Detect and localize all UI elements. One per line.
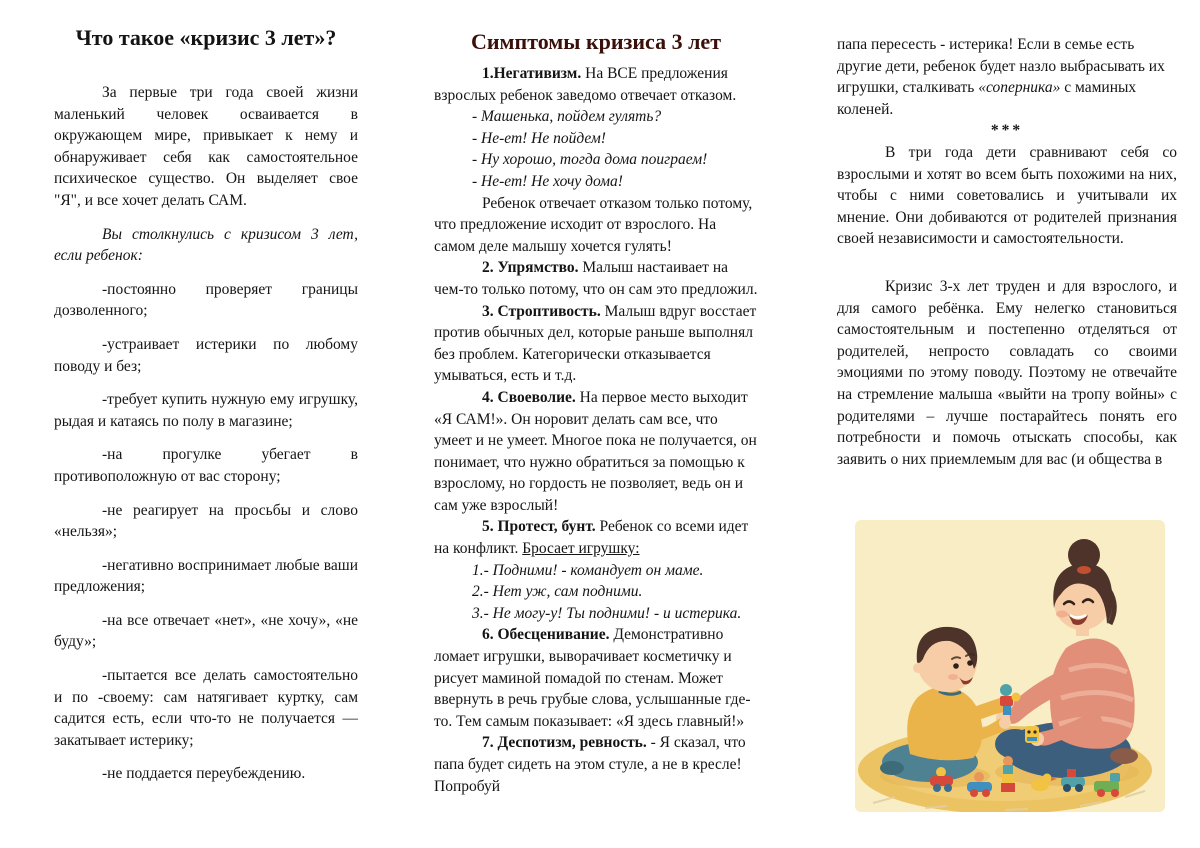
symptom-protest	[434, 516, 758, 559]
column-continuation	[837, 34, 1177, 470]
symptom-text: На ВСЕ предложения взрослых ребенок заведомо отвечает отказом.	[434, 65, 737, 104]
dialogue-line: - Ну хорошо, тогда дома поиграем!	[472, 151, 708, 169]
symptom-text: Малыш настаивает на чем-то только потому, что он сам это предложил.	[434, 259, 758, 298]
symptom-text: Ребенок со всеми идет на конфликт.	[434, 518, 749, 558]
symptom-note: Ребенок отвечает отказом только потому, что предложение исходит от взрослого. На самом деле малышу хочется гулять!	[434, 194, 753, 255]
illustration-canvas	[855, 520, 1165, 812]
symptom-obstinacy	[434, 301, 758, 387]
child-eye	[967, 660, 973, 666]
lead-in-italic: Вы столкнулись с кризисом 3 лет, если ребенок:	[54, 225, 358, 265]
symptom-text: На первое место выходит «Я САМ!». Он норовит делать сам все, что умеет и не умеет. Многое пока не получается, он понимает, что нужно обратиться за помощью к взрослому, но гордость не позволяет, ведь он и сам уже взрослый!	[434, 388, 757, 514]
symptom-title: 2. Упрямство.	[482, 259, 579, 277]
continuation-paragraph	[837, 34, 1177, 120]
symptom-title: 6. Обесценивание.	[482, 626, 610, 644]
bullet-item: -не поддается переубеждению.	[102, 765, 306, 783]
dialogue-line: 2.- Нет уж, сам подними.	[472, 583, 643, 601]
symptom-despotism	[434, 732, 758, 797]
child-hand-lower	[999, 717, 1011, 729]
symptom-title: 1.Негативизм.	[482, 65, 582, 82]
continuation-text: папа пересесть - истерика! Если в семье есть другие дети, ребенок будет назло выбрасывать их игрушки, сталкивать	[837, 36, 1165, 97]
child-blush	[948, 674, 958, 680]
intro-paragraph: За первые три года своей жизни маленький человек осваивается в окружающем мире, привыкает к нему и обнаруживает себя как самостоятельное психическое существо. Он выделяет свое "Я", и все хочет делать САМ.	[54, 84, 358, 209]
bullet-item: -на все отвечает «нет», «не хочу», «не буду»;	[54, 611, 358, 651]
symptom-title: 4. Своеволие.	[482, 388, 576, 406]
dialogue-line: - Не-ет! Не хочу дома!	[472, 172, 623, 190]
continuation-text-end: с маминых коленей.	[837, 79, 1137, 118]
toy-robot	[1025, 726, 1039, 743]
rival-italic: «соперника»	[978, 79, 1061, 97]
column1-heading: Что такое «кризис 3 лет»?	[75, 25, 337, 50]
dialogue-line: 1.- Подними! - командует он маме.	[472, 561, 704, 579]
child-eye	[953, 663, 959, 669]
symptom-willfulness	[434, 387, 758, 517]
mother-child-illustration	[855, 520, 1165, 812]
symptom-title: 5. Протест, бунт.	[482, 518, 596, 536]
bullet-item: -не реагирует на просьбы и слово «нельзя»;	[54, 501, 358, 541]
bullet-item: -требует купить нужную ему игрушку, рыдая и катаясь по полу в магазине;	[54, 391, 358, 430]
hair-tie	[1077, 566, 1091, 574]
column-what-is-crisis	[54, 24, 358, 785]
asterisk-separator: ***	[990, 122, 1024, 140]
symptom-negativism	[434, 63, 758, 106]
column-symptoms	[434, 28, 758, 797]
symptom-text: Малыш вдруг восстает против обычных дел, которые раньше выполнял без проблем. Категорически отказывается умываться, есть и т.д.	[434, 302, 757, 385]
mother-foot	[1110, 748, 1138, 764]
dialogue-line: 3.- Не могу-у! Ты подними! - и истерика.	[472, 604, 742, 622]
symptom-stubbornness	[434, 257, 758, 300]
bullet-item: -на прогулке убегает в противоположную от вас сторону;	[54, 446, 358, 485]
symptom-title: 3. Строптивость.	[482, 302, 601, 320]
child-ear	[913, 663, 923, 673]
bullet-item: -устраивает истерики по любому поводу и без;	[54, 335, 358, 375]
symptom-text: - Я сказал, что папа будет сидеть на этом стуле, а не в кресле! Попробуй	[434, 734, 746, 795]
bullet-item: -пытается все делать самостоятельно и по -своему: сам натягивает куртку, сам садится есть, если что-то не получается — закатывает истерику;	[54, 667, 358, 749]
column2-heading: Симптомы кризиса 3 лет	[470, 29, 722, 54]
mother-blush	[1056, 611, 1068, 618]
bullet-item: -постоянно проверяет границы дозволенного;	[54, 280, 358, 320]
symptom-text: Демонстративно ломает игрушки, выворачивает косметичку и рисует маминой помадой по стенам. Может ввернуть в речь грубые слова, услышанные где-то. Тем самым показывает: «Я здесь главный!»	[434, 626, 751, 730]
symptom-depreciation	[434, 624, 758, 732]
bullet-item: -негативно воспринимает любые ваши предложения;	[54, 556, 358, 596]
dialogue-line: - Машенька, пойдем гулять?	[472, 108, 662, 126]
symptom-title: 7. Деспотизм, ревность.	[482, 734, 647, 752]
child-foot	[880, 761, 904, 775]
advice-paragraph: Кризис 3-х лет труден и для взрослого, и для самого ребёнка. Ему нелегко становиться самостоятельным и постепенно отделяться от родителей, непросто совладать со своими эмоциями по этому поводу. Поэтому не отвечайте на стремление малыша «выйти на тропу войны» с родителями – лучше постарайтесь понять его потребности и помочь отыскать способы, как заявить о них приемлемым для вас (и общества в	[837, 277, 1177, 468]
comparison-paragraph: В три года дети сравнивают себя со взрослыми и хотят во всем быть похожими на них, чтобы с ними советовались и учитывали их мнение. Они добиваются от родителей признания своей независимости и самостоятельности.	[837, 143, 1177, 248]
symptom-underlined-phrase: Бросает игрушку:	[522, 540, 640, 558]
dialogue-line: - Не-ет! Не пойдем!	[472, 129, 606, 147]
